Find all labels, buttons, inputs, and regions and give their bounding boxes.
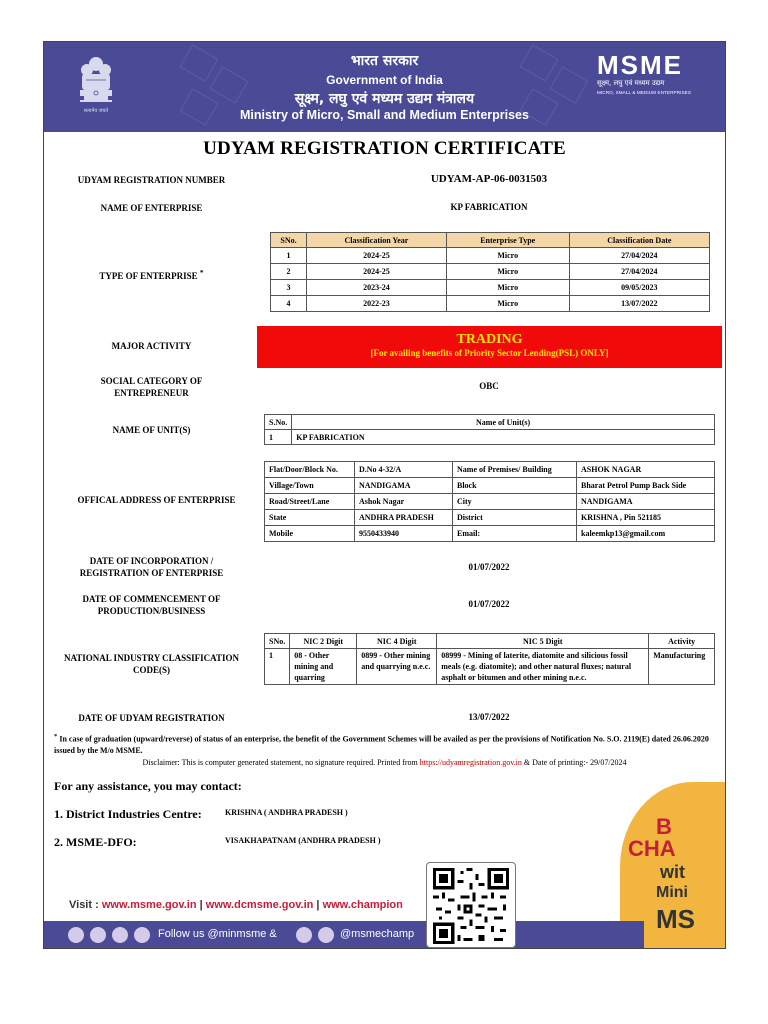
table-header: SNo.: [265, 634, 290, 649]
table-cell: 27/04/2024: [569, 248, 709, 264]
table-row: [271, 264, 710, 280]
msme-dfo-value: VISAKHAPATNAM (ANDHRA PRADESH ): [225, 836, 381, 845]
graduation-note: * In case of graduation (upward/reverse) of status of an enterprise, the benefit of the Government Schemes will be availed as per the provisions of Notification No. S.O. 2119(E) dated 26.06.2020 issued by the M/o MSME.: [54, 733, 709, 755]
dic-value: KRISHNA ( ANDHRA PRADESH ): [225, 808, 348, 817]
address-table: [264, 461, 715, 542]
table-cell: KP FABRICATION: [292, 430, 715, 445]
email-link[interactable]: kaleemkp13@gmail.com: [577, 526, 715, 542]
enterprise-type-table: [270, 232, 710, 312]
asterisk-marker: *: [54, 733, 58, 740]
commencement-date-label: DATE OF COMMENCEMENT OF PRODUCTION/BUSINESS: [82, 594, 221, 616]
table-cell: 1: [271, 248, 307, 264]
facebook-icon[interactable]: [296, 927, 312, 943]
address-label: OFFICAL ADDRESS OF ENTERPRISE: [77, 495, 236, 505]
table-cell: Micro: [446, 280, 569, 296]
social-category-label: SOCIAL CATEGORY OF ENTREPRENEUR: [100, 376, 203, 398]
table-cell: State: [265, 510, 355, 526]
msme-logo: [597, 52, 701, 96]
dic-label: 1. District Industries Centre:: [54, 807, 202, 821]
twitter-icon[interactable]: [318, 927, 334, 943]
udyam-date-label: DATE OF UDYAM REGISTRATION: [78, 713, 225, 723]
table-cell: 2024-25: [307, 264, 447, 280]
table-cell: District: [453, 510, 577, 526]
table-row: [271, 248, 710, 264]
certificate-page: [43, 41, 726, 949]
qr-code-icon: [432, 868, 510, 944]
table-row: [265, 478, 715, 494]
table-cell: 2024-25: [307, 248, 447, 264]
youtube-icon[interactable]: [112, 927, 128, 943]
table-cell: 1: [265, 649, 290, 685]
major-activity-value: TRADING: [456, 332, 523, 347]
table-cell: Block: [453, 478, 577, 494]
registration-number-label: UDYAM REGISTRATION NUMBER: [77, 175, 226, 185]
table-cell: City: [453, 494, 577, 510]
table-header: S.No.: [265, 415, 292, 430]
table-header: SNo.: [271, 233, 307, 248]
enterprise-name-label: NAME OF ENTERPRISE: [100, 203, 203, 213]
psl-note: [For availing benefits of Priority Sector Lending(PSL) ONLY]: [370, 348, 609, 358]
table-header: NIC 2 Digit: [290, 634, 357, 649]
government-title-hindi: भारत सरकार: [350, 53, 419, 69]
table-header: Classification Date: [569, 233, 709, 248]
instagram-icon[interactable]: [90, 927, 106, 943]
table-header: Activity: [649, 634, 715, 649]
msme-site-link[interactable]: www.msme.gov.in: [101, 899, 197, 911]
enterprise-name-value: KP FABRICATION: [450, 202, 528, 212]
table-header: Name of Unit(s): [292, 415, 715, 430]
table-row: [271, 296, 710, 312]
champions-promo: B CHA wit Mini MS: [620, 782, 726, 949]
msme-dfo-label: 2. MSME-DFO:: [54, 835, 137, 849]
champion-site-link[interactable]: www.champion: [322, 899, 403, 911]
table-cell: NANDIGAMA: [577, 494, 715, 510]
table-cell: ANDHRA PRADESH: [355, 510, 453, 526]
disclaimer: Disclaimer: This is computer generated statement, no signature required. Printed from https://udyamregistration.gov.in & Date of printing:- 29/07/2024: [142, 758, 627, 767]
nic-codes-label: NATIONAL INDUSTRY CLASSIFICATION CODE(S): [63, 653, 240, 675]
table-cell: 2022-23: [307, 296, 447, 312]
table-cell: NANDIGAMA: [355, 478, 453, 494]
major-activity-label: MAJOR ACTIVITY: [111, 341, 192, 351]
table-cell: Road/Street/Lane: [265, 494, 355, 510]
table-cell: 27/04/2024: [569, 264, 709, 280]
table-cell: 08999 - Mining of laterite, diatomite and silicious fossil meals (e.g. diatomite); and other natural fluxes; natural asphalt or bitumen and other mining n.e.c.: [437, 649, 649, 685]
table-cell: Name of Premises/ Building: [453, 462, 577, 478]
table-cell: 9550433940: [355, 526, 453, 542]
table-row: [271, 280, 710, 296]
table-row: [265, 649, 715, 685]
table-cell: ASHOK NAGAR: [577, 462, 715, 478]
table-cell: D.No 4-32/A: [355, 462, 453, 478]
ministry-title-english: Ministry of Micro, Small and Medium Enterprises: [240, 108, 529, 122]
social-category-value: OBC: [479, 381, 499, 391]
table-row: [265, 526, 715, 542]
udyam-date-value: 13/07/2022: [468, 712, 510, 722]
incorporation-date-label: DATE OF INCORPORATION / REGISTRATION OF ENTERPRISE: [79, 556, 224, 578]
registration-number-value: UDYAM-AP-06-0031503: [430, 173, 548, 185]
assistance-heading: For any assistance, you may contact:: [54, 779, 242, 793]
incorporation-date-value: 01/07/2022: [468, 562, 510, 572]
table-cell: Bharat Petrol Pump Back Side: [577, 478, 715, 494]
table-header: Enterprise Type: [446, 233, 569, 248]
qr-code: [426, 862, 516, 948]
table-cell: Manufacturing: [649, 649, 715, 685]
major-activity-banner: [257, 326, 722, 368]
unit-names-table: [264, 414, 715, 445]
table-row: [265, 494, 715, 510]
table-header: Classification Year: [307, 233, 447, 248]
commencement-date-value: 01/07/2022: [468, 599, 510, 609]
table-header: NIC 5 Digit: [437, 634, 649, 649]
table-cell: 2023-24: [307, 280, 447, 296]
table-cell: Village/Town: [265, 478, 355, 494]
facebook-icon[interactable]: [68, 927, 84, 943]
header-banner: [44, 42, 725, 132]
table-cell: Email:: [453, 526, 577, 542]
table-cell: 09/05/2023: [569, 280, 709, 296]
champions-handle: @msmechamp: [340, 928, 415, 940]
unit-names-label: NAME OF UNIT(S): [112, 425, 191, 435]
twitter-icon[interactable]: [134, 927, 150, 943]
table-cell: Mobile: [265, 526, 355, 542]
table-cell: 13/07/2022: [569, 296, 709, 312]
enterprise-type-label: TYPE OF ENTERPRISE *: [99, 268, 204, 281]
msme-logo-subtitle: MICRO, SMALL & MEDIUM ENTERPRISES: [597, 90, 691, 95]
table-cell: Ashok Nagar: [355, 494, 453, 510]
dcmsme-site-link[interactable]: www.dcmsme.gov.in: [205, 899, 314, 911]
table-cell: Flat/Door/Block No.: [265, 462, 355, 478]
social-footer: [44, 921, 644, 949]
udyam-portal-link[interactable]: https://udyamregistration.gov.in: [419, 758, 522, 767]
table-cell: 3: [271, 280, 307, 296]
government-title-english: Government of India: [326, 73, 443, 87]
table-cell: 08 - Other mining and quarring: [290, 649, 357, 685]
table-cell: 1: [265, 430, 292, 445]
visit-links: Visit : www.msme.gov.in | www.dcmsme.gov.in | www.champion: [69, 899, 403, 911]
table-cell: 0899 - Other mining and quarrying n.e.c.: [357, 649, 437, 685]
msme-logo-text: MSME: [597, 50, 683, 80]
nic-codes-table: [264, 633, 715, 685]
table-cell: 4: [271, 296, 307, 312]
table-row: [265, 462, 715, 478]
svg-text:सत्यमेव जयते: सत्यमेव जयते: [83, 108, 109, 114]
table-header: NIC 4 Digit: [357, 634, 437, 649]
table-row: [265, 510, 715, 526]
table-cell: Micro: [446, 264, 569, 280]
table-row: [265, 430, 715, 445]
ministry-title-hindi: सूक्ष्म, लघु एवं मध्यम उद्यम मंत्रालय: [294, 91, 475, 107]
table-cell: Micro: [446, 296, 569, 312]
certificate-title: UDYAM REGISTRATION CERTIFICATE: [203, 138, 566, 159]
follow-text: Follow us @minmsme &: [158, 928, 277, 940]
table-cell: Micro: [446, 248, 569, 264]
asterisk-marker: *: [199, 268, 204, 277]
table-cell: 2: [271, 264, 307, 280]
msme-logo-hindi: सूक्ष्म, लघु एवं मध्यम उद्यम: [597, 79, 665, 87]
table-cell: KRISHNA , Pin 521185: [577, 510, 715, 526]
